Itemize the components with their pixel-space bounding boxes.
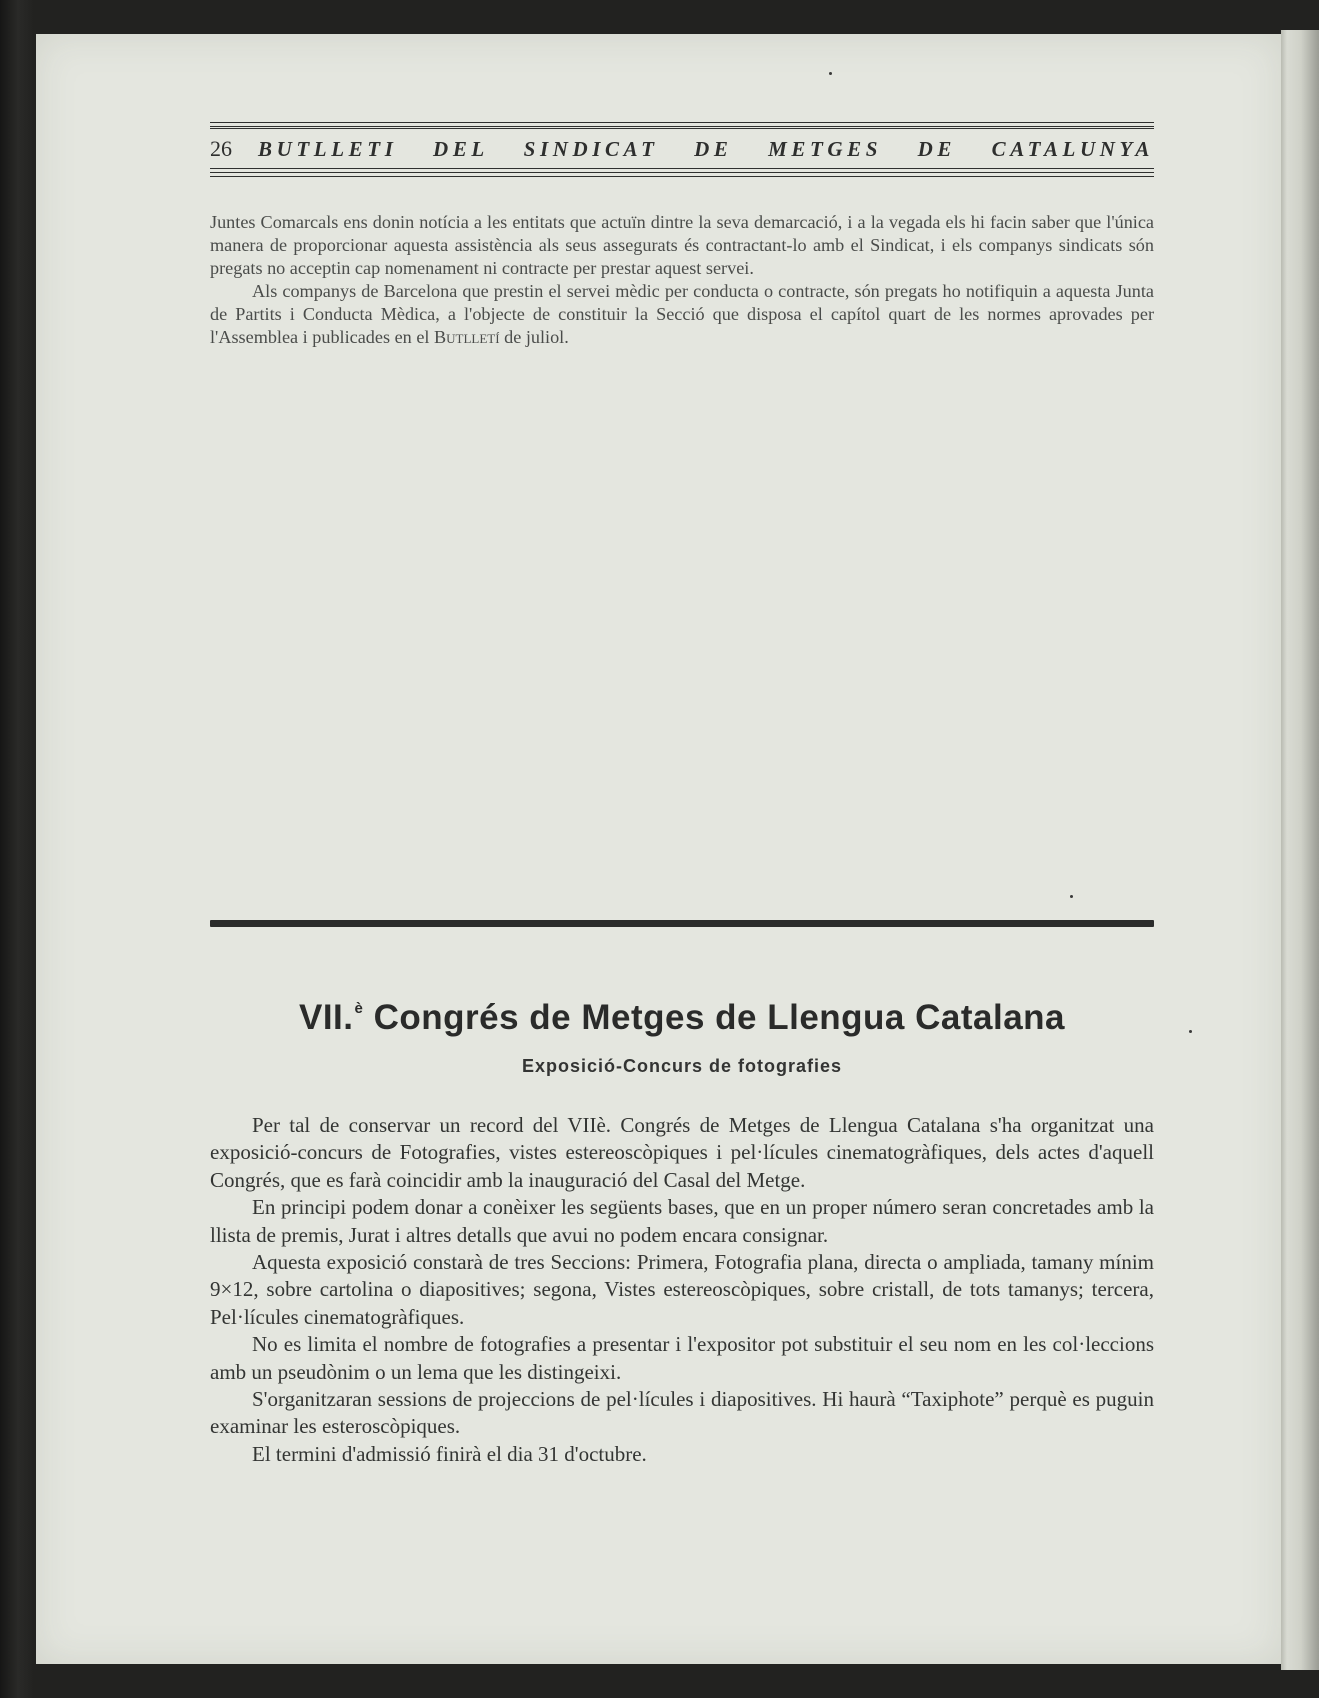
paragraph: Per tal de conservar un record del VIIè. Congrés de Metges de Llengua Catalana s'ha organitzat una exposició-concurs de Fotografies, vistes estereoscòpiques i pel·lícules cinematogràfiques, dels actes d'aquell Congrés, que es farà coincidir amb la inauguració del Casal del Metge. [210,1113,1154,1192]
scan-speck [1189,1030,1192,1033]
paragraph: Aquesta exposició constarà de tres Seccions: Primera, Fotografia plana, directa o ampliada, tamany mínim 9×12, sobre cartolina o diapositives; segona, Vistes estereoscòpiques, sobre cristall, de tots tamanys; tercera, Pel·lícules cinematogràfiques. [210,1250,1154,1329]
header-bottom-rule [210,172,1154,177]
section-divider [210,920,1154,927]
paragraph: En principi podem donar a conèixer les següents bases, que en un proper número seran concretades amb la llista de premis, Jurat i altres detalls que avui no podem encara consignar. [210,1195,1154,1247]
scan-speck [1070,895,1073,898]
paragraph-text: Als companys de Barcelona que prestin el servei mèdic per conducta o contracte, són pregats ho notifiquin a aquesta Junta de Partits i Conducta Mèdica, a l'objecte de constituir la Secció que disposa el capítol quart de les normes aprovades per l'Assemblea i publicades en el [210,281,1154,347]
paragraph: S'organitzaran sessions de projeccions de pel·lícules i diapositives. Hi haurà “Taxiphote” perquè es puguin examinar les esteroscòpiques. [210,1387,1154,1439]
article-title [210,998,1154,1038]
paragraph-text-end: de juliol. [499,327,569,347]
header-top-rule-thin [210,128,1154,129]
running-head [210,134,1154,164]
journal-title: BUTLLETI DEL SINDICAT DE METGES DE CATALUNYA [258,136,1154,161]
continued-text [210,211,1154,349]
scan-speck [829,72,832,75]
title-superscript: è [354,1000,364,1017]
header-bottom-rule-thin [210,168,1154,169]
page-edge [1281,30,1319,1670]
article-subtitle: Exposició-Concurs de fotografies [521,1056,843,1076]
paragraph: No es limita el nombre de fotografies a presentar i l'expositor pot substituir el seu nom en les col·leccions amb un pseudònim o un lema que les distingeixi. [210,1332,1154,1384]
paragraph: Juntes Comarcals ens donin notícia a les entitats que actuïn dintre la seva demarcació, i a la vegada els hi facin saber que l'única manera de proporcionar aquesta assistència als seus assegurats és contractant-lo amb el Sindicat, i els companys sindicats són pregats no acceptin cap nomenament ni contracte per prestar aquest servei. [210,212,1154,278]
journal-name: Butlletí [434,327,500,347]
title-ordinal: VII. [298,998,354,1037]
paragraph [210,280,1154,349]
header-top-rule [210,122,1154,127]
title-text: Congrés de Metges de Llengua Catalana [363,998,1066,1037]
article-body [210,1112,1154,1468]
paragraph: El termini d'admissió finirà el dia 31 d'octubre. [252,1441,647,1466]
page-number: 26 [210,136,232,161]
